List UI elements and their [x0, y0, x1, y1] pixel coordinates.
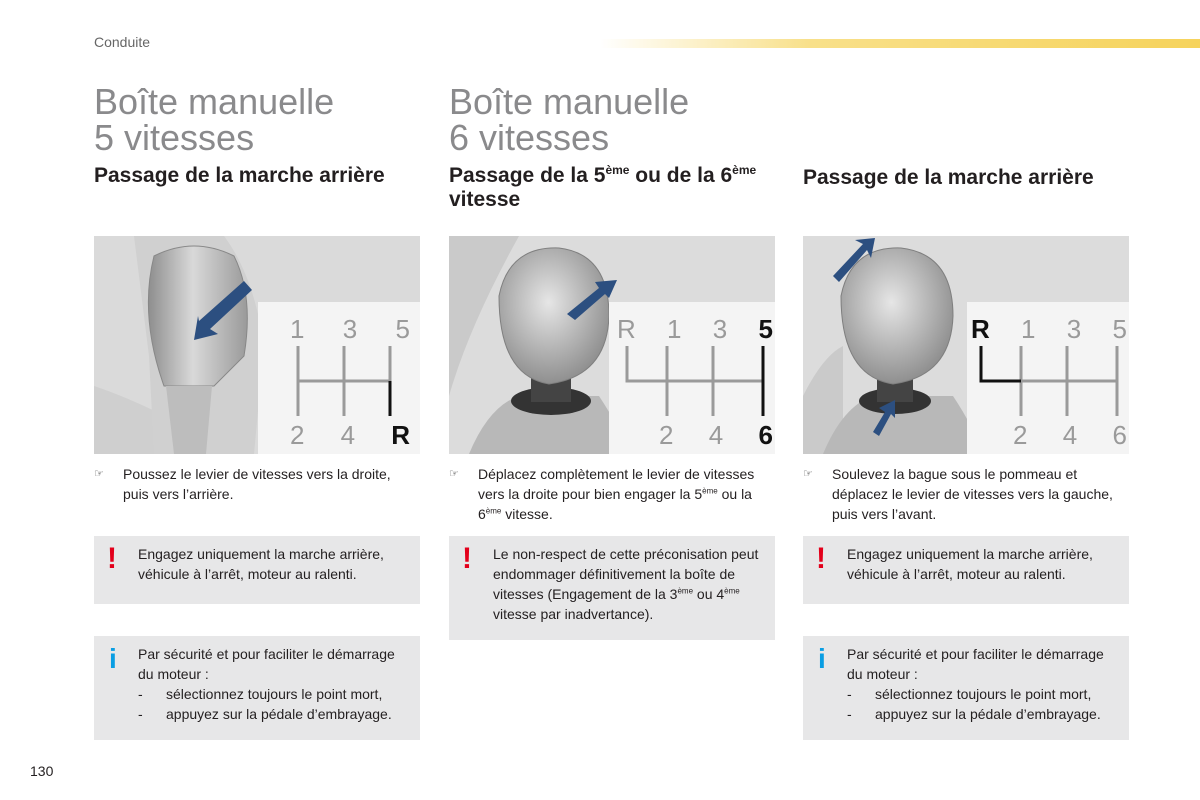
bullet-hand-icon: ☞ [803, 468, 813, 480]
info-box-5-speed: i Par sécurité et pour faciliter le démarrage du moteur : - sélectionnez toujours le point mort, - appuyez sur la pédale d’embrayage. [94, 636, 420, 740]
page-number: 130 [30, 763, 54, 779]
gear-labels-top: R 1 3 5 [617, 314, 773, 344]
title-5-speed [94, 81, 335, 158]
header-accent-bar [600, 39, 1200, 48]
gear-labels-top: 1 3 5 [290, 314, 410, 344]
info-box-6-speed: i Par sécurité et pour faciliter le démarrage du moteur : - sélectionnez toujours le point mort, - appuyez sur la pédale d’embrayage. [803, 636, 1129, 740]
bullet-hand-icon: ☞ [449, 468, 459, 480]
list-item: - sélectionnez toujours le point mort, [847, 686, 1092, 702]
subtitle-reverse-5: Passage de la marche arrière [94, 164, 385, 187]
instruction-6-speed-5th-6th: ☞ Déplacez complètement le levier de vitesses vers la droite pour bien engager la 5ème ou la 6ème vitesse. [449, 466, 755, 522]
instruction-6-speed-reverse: ☞ Soulevez la bague sous le pommeau et déplacez le levier de vitesses vers la gauche, puis vers l’avant. [803, 466, 1113, 522]
title-6-speed [449, 81, 690, 158]
warning-icon: ! [816, 542, 826, 575]
figure-5-speed-reverse [94, 236, 420, 454]
title-line-1: Boîte manuelle [94, 81, 335, 122]
instruction-5-speed-reverse: ☞ Poussez le levier de vitesses vers la droite, puis vers l’arrière. [94, 466, 391, 502]
list-item: - appuyez sur la pédale d’embrayage. [138, 706, 392, 722]
warning-box-6-speed-reverse: ! Engagez uniquement la marche arrière, véhicule à l’arrêt, moteur au ralenti. [803, 536, 1129, 604]
list-item: - appuyez sur la pédale d’embrayage. [847, 706, 1101, 722]
bullet-hand-icon: ☞ [94, 468, 104, 480]
warning-box-6-speed: ! Le non-respect de cette préconisation peut endommager définitivement la boîte de vitesses (Engagement de la 3ème ou 4ème vitesse par inadvertance). [449, 536, 775, 640]
section-label: Conduite [94, 34, 151, 50]
warning-icon: ! [107, 542, 117, 575]
warning-box-5-speed: ! Engagez uniquement la marche arrière, véhicule à l’arrêt, moteur au ralenti. [94, 536, 420, 604]
figure-6-speed-reverse [803, 236, 1129, 454]
subtitle-reverse-6: Passage de la marche arrière [803, 166, 1094, 189]
title-line-1: Boîte manuelle [449, 81, 690, 122]
gear-labels-bottom: 2 4 6 [659, 420, 773, 450]
gear-labels-bottom: 2 4 6 [1013, 420, 1127, 450]
gear-labels-bottom: 2 4 R [290, 420, 410, 450]
gear-labels-top: R 1 3 5 [971, 314, 1127, 344]
subtitle-5th-6th: Passage de la 5ème ou de la 6ème vitesse [449, 163, 757, 211]
title-line-2: 6 vitesses [449, 117, 610, 158]
info-icon: i [109, 643, 117, 674]
info-icon: i [818, 643, 826, 674]
title-line-2: 5 vitesses [94, 117, 255, 158]
list-item: - sélectionnez toujours le point mort, [138, 686, 383, 702]
warning-icon: ! [462, 542, 472, 575]
figure-6-speed-5th-6th [449, 236, 775, 454]
